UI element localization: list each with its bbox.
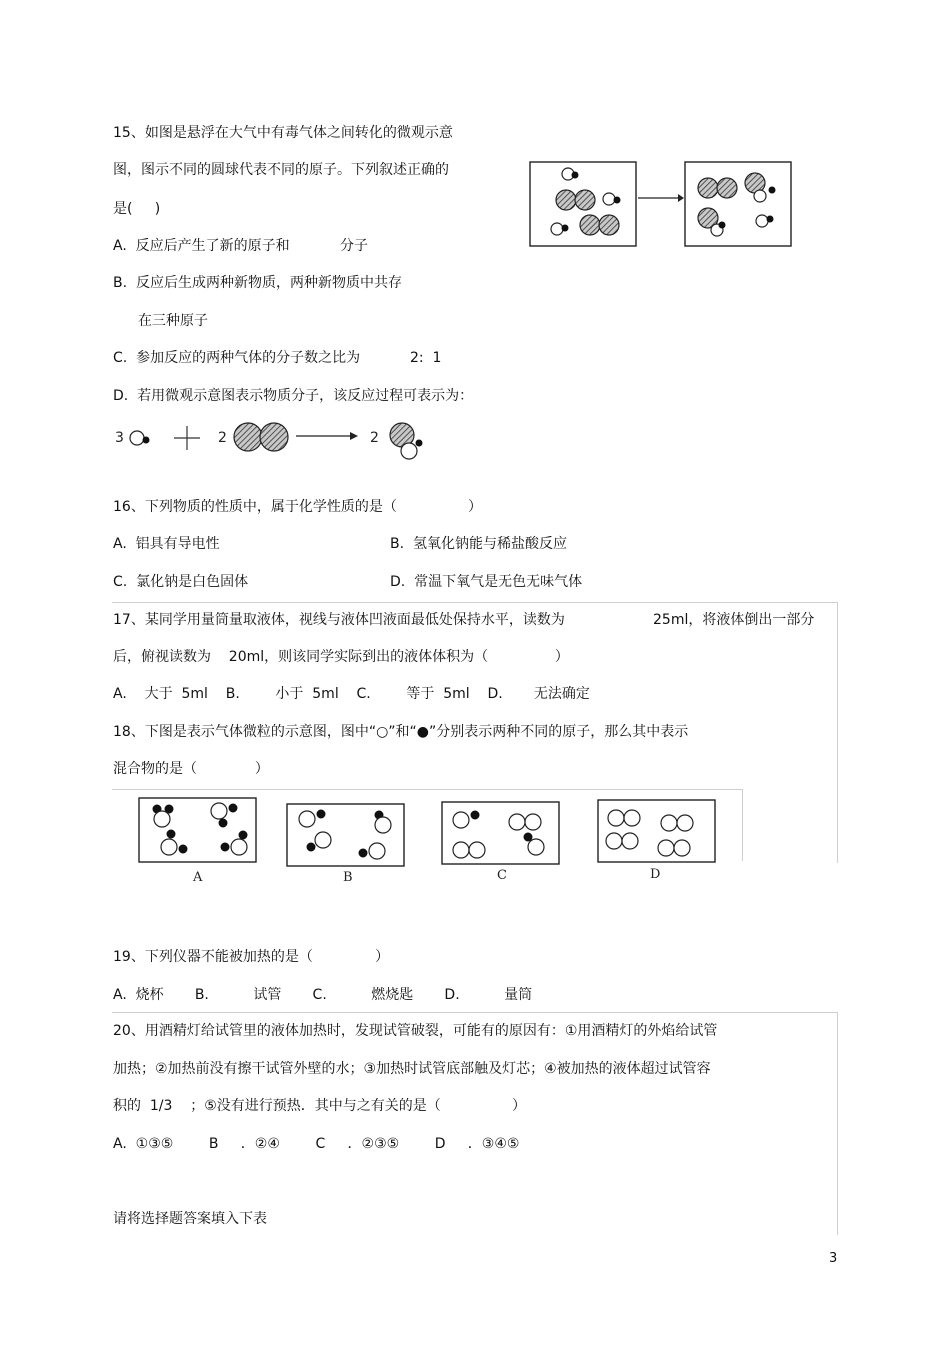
q15-option-a-suffix: 分子 [340, 238, 368, 254]
q16-stem: 16、下列物质的性质中，属于化学性质的是（ ） [113, 499, 483, 515]
reactant-molecule-small-2 [603, 193, 620, 205]
q16-option-d: D. 常温下氧气是无色无味气体 [390, 574, 583, 590]
figure-b-molecules [299, 810, 391, 859]
figure-d-molecules [606, 810, 693, 856]
figure-b-label: B [343, 870, 353, 885]
q18-stem-line2: 混合物的是（ ） [113, 761, 269, 777]
products-box [685, 162, 791, 246]
q20-stem-line3: 积的 1/3 ；⑤没有进行预热．其中与之有关的是（ ） [113, 1098, 526, 1114]
q17-stem-line2: 后，俯视读数为 20ml，则该同学实际到出的液体体积为（ ） [113, 649, 569, 665]
q15-reaction-diagram [528, 160, 793, 250]
q17-stem-line1-end: 25ml，将液体倒出一部分 [653, 612, 815, 628]
q19-stem: 19、下列仪器不能被加热的是（ ） [113, 949, 390, 965]
q17-stem-line1: 17、某同学用量筒量取液体，视线与液体凹液面最低处保持水平，读数为 [113, 612, 565, 628]
plus-icon [174, 426, 200, 450]
product-molecule-large-1 [698, 178, 737, 198]
q20-stem-line2: 加热；②加热前没有擦干试管外壁的水；③加热时试管底部触及灯芯；④被加热的液体超过试管容 [113, 1061, 711, 1077]
q15-stem-line3: 是( ) [113, 201, 161, 217]
scan-line-top-q20 [112, 1012, 838, 1013]
q15-option-b-line2: 在三种原子 [138, 313, 208, 329]
q20-options: A. ①③⑤ B ．②④ C ．②③⑤ D ．③④⑤ [113, 1136, 520, 1152]
q19-options: A. 烧杯 B. 试管 C. 燃烧匙 D. 量筒 [113, 987, 533, 1003]
eq-small-molecule-icon [130, 431, 149, 445]
reaction-arrow-icon [638, 194, 684, 202]
eq-coef-1: 3 [115, 430, 124, 446]
q18-stem-line1: 18、下图是表示气体微粒的示意图，图中“○”和“●”分别表示两种不同的原子，那么其中表示 [113, 724, 689, 740]
eq-product-molecule-icon [390, 423, 422, 459]
q17-options: A. 大于 5ml B. 小于 5ml C. 等于 5ml D. 无法确定 [113, 686, 590, 702]
q15-option-c-ratio: 2: 1 [410, 350, 442, 366]
scan-line-q18-figure-right [742, 789, 743, 861]
eq-arrow-icon [296, 432, 358, 440]
figure-a-molecules [153, 803, 247, 855]
product-molecule-3atom-2 [698, 208, 725, 236]
q15-option-b-line1: B. 反应后生成两种新物质，两种新物质中共存 [113, 275, 402, 291]
figure-d-box [598, 800, 715, 862]
scan-line-top-q17 [112, 602, 838, 603]
answer-table-instruction: 请将选择题答案填入下表 [113, 1211, 267, 1227]
scan-line-right-2 [837, 1013, 838, 1235]
product-molecule-3atom-1 [745, 173, 775, 202]
figure-c-molecules [453, 811, 544, 858]
scan-line-right-1 [837, 603, 838, 863]
reactant-molecule-small-1 [562, 168, 578, 180]
figure-c-label: C [497, 868, 507, 883]
q15-option-a: A. 反应后产生了新的原子和 [113, 238, 290, 254]
q15-stem-line1: 15、如图是悬浮在大气中有毒气体之间转化的微观示意 [113, 125, 453, 141]
reactant-molecule-large-2 [580, 215, 619, 235]
q15-option-c: C. 参加反应的两种气体的分子数之比为 [113, 350, 361, 366]
q16-option-b: B. 氢氧化钠能与稀盐酸反应 [390, 536, 567, 552]
eq-large-molecule-icon [234, 423, 288, 451]
q15-stem-line2: 图，图示不同的圆球代表不同的原子。下列叙述正确的 [113, 162, 449, 178]
eq-coef-3: 2 [370, 430, 379, 446]
reactant-molecule-large-1 [556, 190, 595, 210]
figure-a-label: A [193, 870, 203, 885]
q16-option-c: C. 氯化钠是白色固体 [113, 574, 249, 590]
q20-stem-line1: 20、用酒精灯给试管里的液体加热时，发现试管破裂，可能有的原因有：①用酒精灯的外焰给试管 [113, 1023, 718, 1039]
scan-line-q18-figure [112, 789, 742, 790]
eq-coef-2: 2 [218, 430, 227, 446]
q18-particle-figures [135, 795, 725, 890]
q15-equation [112, 418, 442, 463]
product-molecule-small-1 [756, 215, 773, 227]
q15-option-d: D. 若用微观示意图表示物质分子，该反应过程可表示为： [113, 388, 474, 404]
reactant-molecule-small-3 [551, 223, 568, 235]
page-number: 3 [829, 1251, 838, 1266]
q16-option-a: A. 铝具有导电性 [113, 536, 220, 552]
figure-d-label: D [650, 867, 661, 882]
